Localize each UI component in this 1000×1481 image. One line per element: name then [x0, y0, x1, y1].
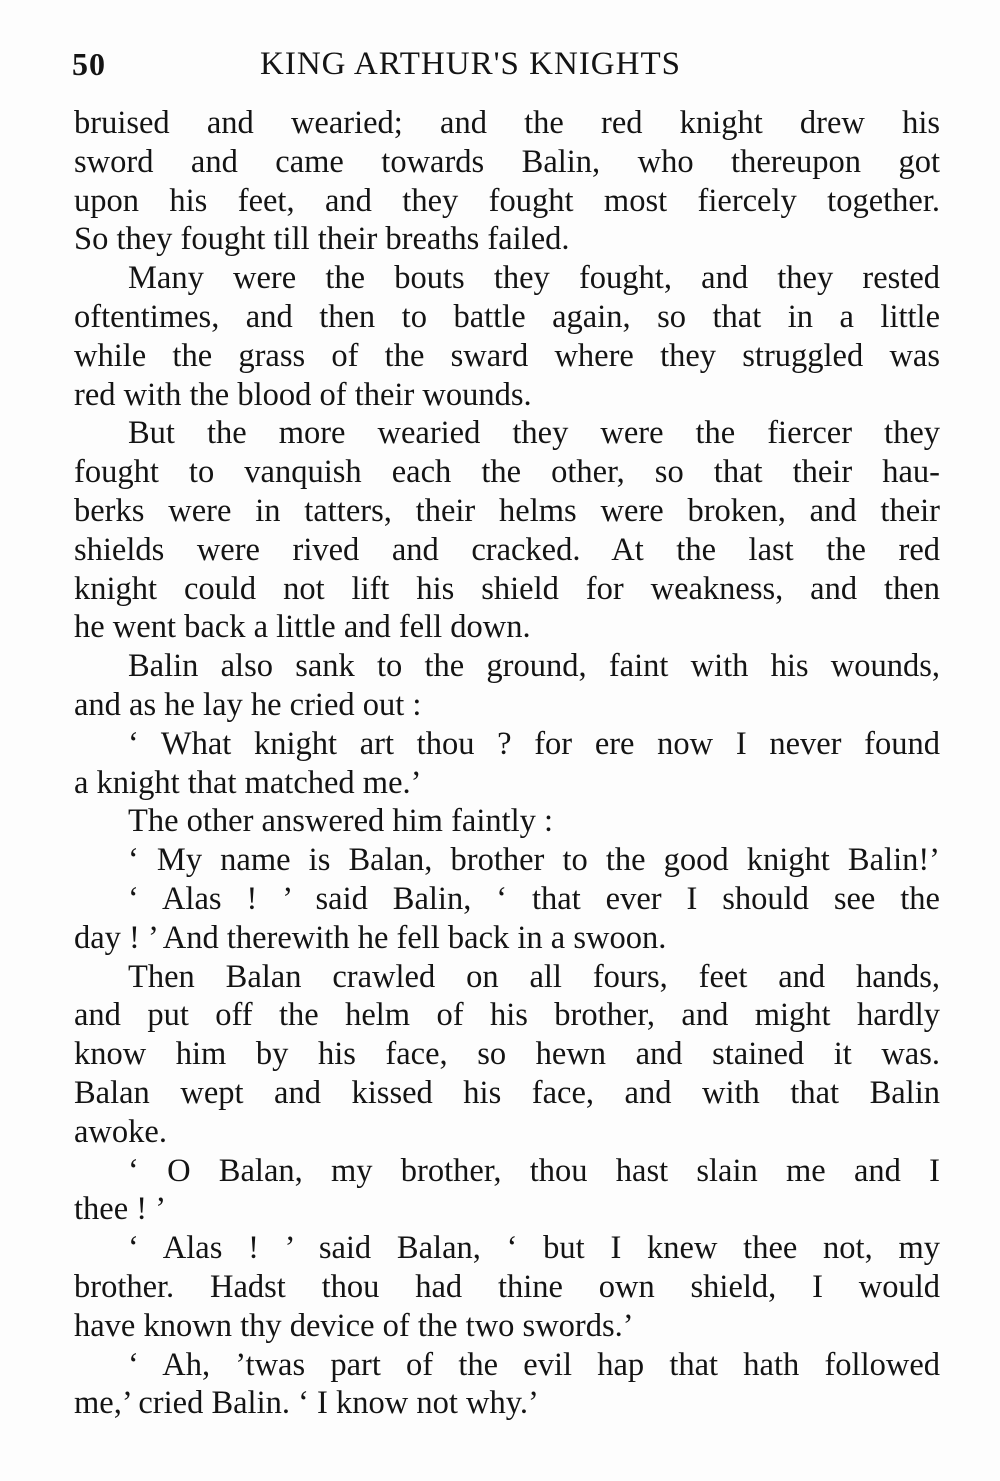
text-line: oftentimes, and then to battle again, so that in a little — [74, 298, 940, 335]
text-line: ‘ Alas ! ’ said Balin, ‘ that ever I should see the — [128, 880, 940, 917]
text-line: brother. Hadst thou had thine own shield, I would — [74, 1268, 940, 1305]
text-line: Balan wept and kissed his face, and with that Balin — [74, 1074, 940, 1111]
text-line: awoke. — [74, 1113, 167, 1150]
text-line: bruised and wearied; and the red knight drew his — [74, 105, 940, 141]
text-line: thee ! ’ — [74, 1191, 167, 1228]
text-line: ‘ What knight art thou ? for ere now I never found — [128, 725, 940, 762]
text-line: ‘ O Balan, my brother, thou hast slain me and I — [128, 1152, 940, 1189]
text-line: ‘ Ah, ’twas part of the evil hap that hath followed — [128, 1346, 940, 1383]
text-line: have known thy device of the two swords.’ — [74, 1307, 634, 1344]
text-line: and put off the helm of his brother, and might hardly — [74, 997, 940, 1034]
text-line: and as he lay he cried out : — [74, 686, 422, 723]
text-line: a knight that matched me.’ — [74, 764, 422, 801]
text-line: know him by his face, so hewn and stained it was. — [74, 1036, 940, 1073]
text-line: Then Balan crawled on all fours, feet and hands, — [128, 958, 940, 995]
text-line: shields were rived and cracked. At the last the red — [74, 531, 940, 568]
page-number: 50 — [72, 46, 106, 82]
text-line: knight could not lift his shield for weakness, and then — [74, 570, 940, 607]
text-line: So they fought till their breaths failed. — [74, 221, 570, 258]
text-line: berks were in tatters, their helms were broken, and their — [74, 492, 940, 529]
running-title: KING ARTHUR'S KNIGHTS — [260, 46, 681, 82]
text-line: upon his feet, and they fought most fiercely together. — [74, 182, 940, 219]
text-line: while the grass of the sward where they struggled was — [74, 337, 940, 374]
text-line: fought to vanquish each the other, so that their hau- — [74, 454, 940, 491]
text-line: sword and came towards Balin, who thereupon got — [74, 143, 940, 180]
text-line: The other answered him faintly : — [128, 803, 554, 840]
text-line: me,’ cried Balin. ‘ I know not why.’ — [74, 1385, 539, 1422]
text-line: red with the blood of their wounds. — [74, 376, 532, 413]
text-line: ‘ Alas ! ’ said Balan, ‘ but I knew thee not, my — [128, 1230, 940, 1267]
text-line: day ! ’ And therewith he fell back in a swoon. — [74, 919, 667, 956]
text-line: Many were the bouts they fought, and they rested — [128, 260, 940, 297]
text-line: ‘ My name is Balan, brother to the good knight Balin!’ — [128, 842, 940, 879]
body-text — [74, 104, 940, 1423]
text-line: But the more wearied they were the fiercer they — [128, 415, 940, 452]
page-header — [72, 44, 938, 88]
text-line: he went back a little and fell down. — [74, 609, 531, 646]
text-line: Balin also sank to the ground, faint with his wounds, — [128, 648, 940, 685]
